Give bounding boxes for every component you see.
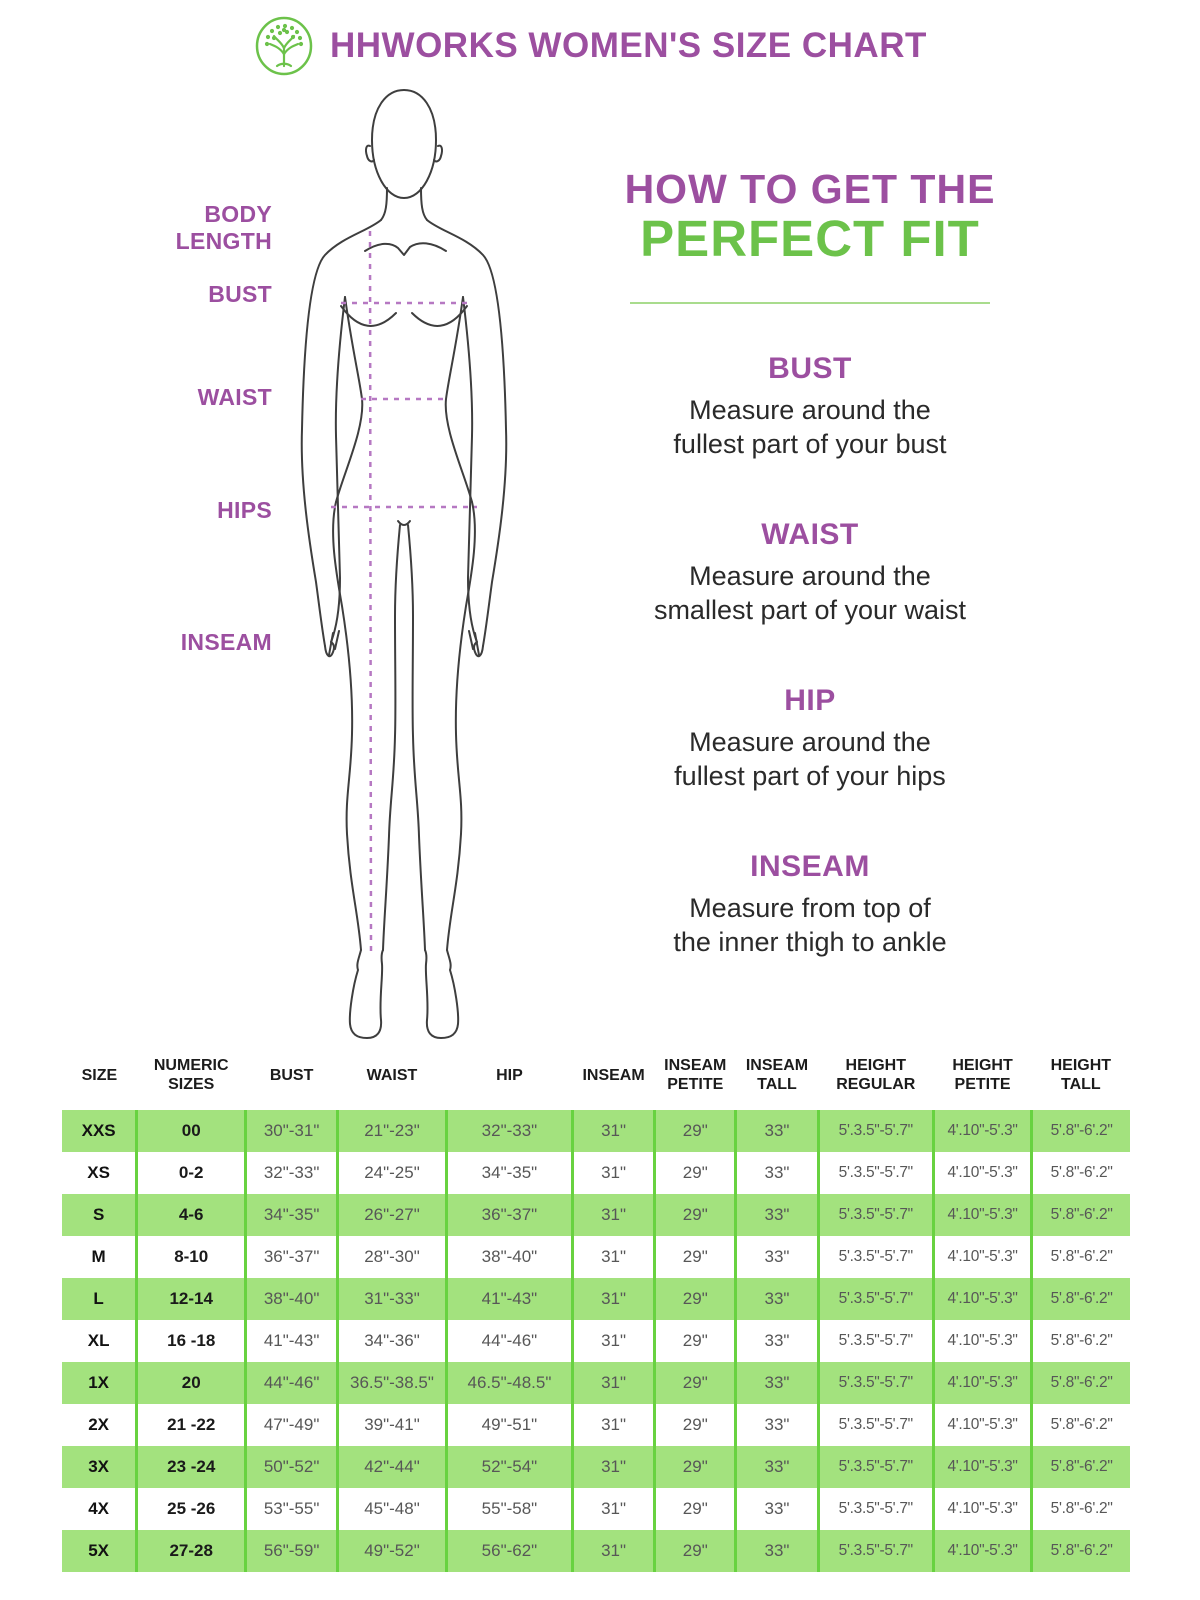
column-header-height-regular: HEIGHT REGULAR bbox=[836, 1057, 916, 1093]
table-cell: 12-14 bbox=[137, 1278, 246, 1320]
figure-label-body-length: BODY LENGTH bbox=[175, 201, 272, 254]
table-cell: 20 bbox=[137, 1362, 246, 1404]
table-cell: 29" bbox=[655, 1446, 736, 1488]
table-cell: 5'.3.5"-5'.7" bbox=[818, 1446, 933, 1488]
column-header-size: SIZE bbox=[81, 1066, 118, 1084]
table-cell: 16 -18 bbox=[137, 1320, 246, 1362]
table-cell: 4-6 bbox=[137, 1194, 246, 1236]
table-cell: 46.5"-48.5" bbox=[446, 1362, 572, 1404]
fit-section-text: Measure from top of bbox=[689, 893, 931, 923]
table-cell: 31"-33" bbox=[338, 1278, 447, 1320]
table-cell: 0-2 bbox=[137, 1152, 246, 1194]
table-cell: 5'.8"-6'.2" bbox=[1032, 1110, 1130, 1152]
table-cell: 29" bbox=[655, 1320, 736, 1362]
size-table-row-4x bbox=[62, 1488, 1130, 1530]
fit-section-text: fullest part of your hips bbox=[674, 761, 946, 791]
table-cell: 25 -26 bbox=[137, 1488, 246, 1530]
size-table-row-2x bbox=[62, 1404, 1130, 1446]
fit-section-title: HIP bbox=[784, 684, 836, 717]
table-cell: 3X bbox=[88, 1457, 110, 1476]
table-cell: 33" bbox=[736, 1152, 818, 1194]
table-cell: 41"-43" bbox=[446, 1278, 572, 1320]
fit-section-text: fullest part of your bust bbox=[673, 429, 947, 459]
table-cell: 27-28 bbox=[137, 1530, 246, 1572]
table-cell: 31" bbox=[572, 1530, 654, 1572]
table-cell: 31" bbox=[572, 1152, 654, 1194]
table-cell: 5'.8"-6'.2" bbox=[1032, 1362, 1130, 1404]
table-cell: 5'.3.5"-5'.7" bbox=[818, 1110, 933, 1152]
fit-section-bust bbox=[598, 352, 1022, 461]
table-cell: 5'.8"-6'.2" bbox=[1032, 1236, 1130, 1278]
table-cell: 38"-40" bbox=[246, 1278, 338, 1320]
table-cell: 29" bbox=[655, 1236, 736, 1278]
table-cell: 5'.3.5"-5'.7" bbox=[818, 1530, 933, 1572]
size-table-row-l bbox=[62, 1278, 1130, 1320]
table-cell: 4'.10"-5'.3" bbox=[933, 1110, 1031, 1152]
table-cell: 26"-27" bbox=[338, 1194, 447, 1236]
size-table-row-m bbox=[62, 1236, 1130, 1278]
fit-section-text: the inner thigh to ankle bbox=[673, 927, 947, 957]
table-cell: 5'.3.5"-5'.7" bbox=[818, 1152, 933, 1194]
fit-section-text: smallest part of your waist bbox=[653, 595, 967, 625]
table-cell: 42"-44" bbox=[338, 1446, 447, 1488]
table-cell: 55"-58" bbox=[446, 1488, 572, 1530]
table-cell: 21 -22 bbox=[137, 1404, 246, 1446]
fit-section-text: Measure around the bbox=[689, 561, 931, 591]
table-cell: 5'.8"-6'.2" bbox=[1032, 1152, 1130, 1194]
table-cell: 32"-33" bbox=[446, 1110, 572, 1152]
size-table-row-5x bbox=[62, 1530, 1130, 1572]
table-cell: 5'.8"-6'.2" bbox=[1032, 1278, 1130, 1320]
table-cell: 41"-43" bbox=[246, 1320, 338, 1362]
table-cell: 50"-52" bbox=[246, 1446, 338, 1488]
table-cell: 31" bbox=[572, 1110, 654, 1152]
table-cell: 33" bbox=[736, 1446, 818, 1488]
column-header-waist: WAIST bbox=[366, 1066, 418, 1084]
table-cell: 29" bbox=[655, 1278, 736, 1320]
table-cell: 33" bbox=[736, 1236, 818, 1278]
fit-section-hip bbox=[598, 684, 1022, 793]
table-cell: 38"-40" bbox=[446, 1236, 572, 1278]
table-cell: 23 -24 bbox=[137, 1446, 246, 1488]
table-cell: XS bbox=[87, 1163, 110, 1182]
table-cell: 29" bbox=[655, 1110, 736, 1152]
fit-section-inseam bbox=[598, 850, 1022, 959]
table-cell: 29" bbox=[655, 1488, 736, 1530]
table-cell: 4'.10"-5'.3" bbox=[933, 1152, 1031, 1194]
column-header-numeric-sizes: NUMERIC SIZES bbox=[153, 1057, 229, 1093]
fit-guide bbox=[598, 167, 1022, 959]
table-cell: 56"-62" bbox=[446, 1530, 572, 1572]
table-cell: 52"-54" bbox=[446, 1446, 572, 1488]
table-cell: 5'.3.5"-5'.7" bbox=[818, 1362, 933, 1404]
size-table-row-3x bbox=[62, 1446, 1130, 1488]
table-cell: 28"-30" bbox=[338, 1236, 447, 1278]
table-cell: 31" bbox=[572, 1404, 654, 1446]
table-cell: 5'.8"-6'.2" bbox=[1032, 1194, 1130, 1236]
table-cell: 5'.8"-6'.2" bbox=[1032, 1488, 1130, 1530]
table-cell: 34"-36" bbox=[338, 1320, 447, 1362]
table-cell: 56"-59" bbox=[246, 1530, 338, 1572]
divider-line bbox=[630, 302, 990, 304]
table-cell: M bbox=[91, 1247, 106, 1266]
tree-logo-icon bbox=[250, 16, 318, 78]
table-cell: 33" bbox=[736, 1362, 818, 1404]
size-table-header-row bbox=[62, 1046, 1130, 1110]
table-cell: 5'.8"-6'.2" bbox=[1032, 1320, 1130, 1362]
figure-label-waist: WAIST bbox=[197, 384, 272, 410]
size-table-row-s bbox=[62, 1194, 1130, 1236]
table-cell: 31" bbox=[572, 1488, 654, 1530]
table-cell: 4'.10"-5'.3" bbox=[933, 1236, 1031, 1278]
table-cell: 5X bbox=[88, 1541, 110, 1560]
table-cell: 31" bbox=[572, 1362, 654, 1404]
table-cell: 4'.10"-5'.3" bbox=[933, 1320, 1031, 1362]
table-cell: 30"-31" bbox=[246, 1110, 338, 1152]
table-cell: 33" bbox=[736, 1404, 818, 1446]
table-cell: 4'.10"-5'.3" bbox=[933, 1194, 1031, 1236]
table-cell: 4'.10"-5'.3" bbox=[933, 1530, 1031, 1572]
fit-section-waist bbox=[598, 518, 1022, 627]
table-cell: 29" bbox=[655, 1152, 736, 1194]
table-cell: 33" bbox=[736, 1488, 818, 1530]
column-header-inseam: INSEAM bbox=[582, 1066, 645, 1084]
table-cell: 5'.3.5"-5'.7" bbox=[818, 1488, 933, 1530]
table-cell: 4X bbox=[88, 1499, 110, 1518]
table-cell: 5'.8"-6'.2" bbox=[1032, 1446, 1130, 1488]
fit-section-title: BUST bbox=[768, 352, 852, 385]
size-table-row-xxs bbox=[62, 1110, 1130, 1152]
fit-section-title: INSEAM bbox=[750, 850, 870, 883]
figure-label-bust: BUST bbox=[208, 281, 272, 307]
fit-guide-heading-line1: HOW TO GET THE bbox=[624, 166, 996, 212]
table-cell: 45"-48" bbox=[338, 1488, 447, 1530]
column-header-height-petite: HEIGHT PETITE bbox=[952, 1057, 1013, 1093]
table-cell: 33" bbox=[736, 1110, 818, 1152]
table-cell: 4'.10"-5'.3" bbox=[933, 1362, 1031, 1404]
table-cell: 29" bbox=[655, 1404, 736, 1446]
table-cell: 31" bbox=[572, 1278, 654, 1320]
table-cell: 33" bbox=[736, 1278, 818, 1320]
table-cell: 24"-25" bbox=[338, 1152, 447, 1194]
table-cell: 8-10 bbox=[137, 1236, 246, 1278]
table-cell: 36.5"-38.5" bbox=[338, 1362, 447, 1404]
table-cell: 36"-37" bbox=[446, 1194, 572, 1236]
column-header-inseam-tall: INSEAM TALL bbox=[745, 1057, 809, 1093]
table-cell: 36"-37" bbox=[246, 1236, 338, 1278]
table-cell: 4'.10"-5'.3" bbox=[933, 1446, 1031, 1488]
table-cell: 44"-46" bbox=[446, 1320, 572, 1362]
page-title: HHWORKS WOMEN'S SIZE CHART bbox=[330, 26, 927, 65]
table-cell: 49"-51" bbox=[446, 1404, 572, 1446]
table-cell: 53"-55" bbox=[246, 1488, 338, 1530]
table-cell: 33" bbox=[736, 1530, 818, 1572]
column-header-hip: HIP bbox=[496, 1066, 523, 1084]
table-cell: XL bbox=[87, 1331, 110, 1350]
table-cell: 5'.3.5"-5'.7" bbox=[818, 1278, 933, 1320]
table-cell: 33" bbox=[736, 1320, 818, 1362]
table-cell: 5'.8"-6'.2" bbox=[1032, 1404, 1130, 1446]
body-outline bbox=[302, 90, 507, 1038]
table-cell: 49"-52" bbox=[338, 1530, 447, 1572]
figure-label-inseam: INSEAM bbox=[180, 629, 272, 655]
fit-guide-heading-line2: PERFECT FIT bbox=[640, 210, 980, 267]
table-cell: 5'.8"-6'.2" bbox=[1032, 1530, 1130, 1572]
table-cell: 29" bbox=[655, 1362, 736, 1404]
size-table-row-xs bbox=[62, 1152, 1130, 1194]
table-cell: 4'.10"-5'.3" bbox=[933, 1404, 1031, 1446]
size-table-row-xl bbox=[62, 1320, 1130, 1362]
fit-section-title: WAIST bbox=[761, 518, 859, 551]
table-cell: 1X bbox=[88, 1373, 110, 1392]
table-cell: 31" bbox=[572, 1320, 654, 1362]
table-cell: 34"-35" bbox=[246, 1194, 338, 1236]
table-cell: 5'.3.5"-5'.7" bbox=[818, 1404, 933, 1446]
table-cell: 5'.3.5"-5'.7" bbox=[818, 1320, 933, 1362]
table-cell: L bbox=[93, 1289, 104, 1308]
size-table-row-1x bbox=[62, 1362, 1130, 1404]
table-cell: 29" bbox=[655, 1194, 736, 1236]
table-cell: 29" bbox=[655, 1530, 736, 1572]
column-header-inseam-petite: INSEAM PETITE bbox=[664, 1057, 727, 1093]
table-cell: 34"-35" bbox=[446, 1152, 572, 1194]
column-header-height-tall: HEIGHT TALL bbox=[1050, 1057, 1112, 1093]
table-cell: 5'.3.5"-5'.7" bbox=[818, 1236, 933, 1278]
table-cell: 39"-41" bbox=[338, 1404, 447, 1446]
fit-section-text: Measure around the bbox=[689, 727, 931, 757]
column-header-bust: BUST bbox=[269, 1066, 314, 1084]
table-cell: 5'.3.5"-5'.7" bbox=[818, 1194, 933, 1236]
table-cell: 44"-46" bbox=[246, 1362, 338, 1404]
table-cell: 47"-49" bbox=[246, 1404, 338, 1446]
body-figure-illustration bbox=[278, 84, 522, 1042]
table-cell: 21"-23" bbox=[338, 1110, 447, 1152]
table-cell: XXS bbox=[81, 1121, 116, 1140]
table-cell: 31" bbox=[572, 1446, 654, 1488]
fit-sections bbox=[598, 352, 1022, 959]
table-cell: S bbox=[92, 1205, 105, 1224]
figure-label-hips: HIPS bbox=[217, 497, 272, 523]
table-cell: 31" bbox=[572, 1194, 654, 1236]
table-cell: 2X bbox=[88, 1415, 110, 1434]
table-cell: 31" bbox=[572, 1236, 654, 1278]
table-cell: 00 bbox=[137, 1110, 246, 1152]
table-cell: 4'.10"-5'.3" bbox=[933, 1278, 1031, 1320]
size-table bbox=[62, 1046, 1130, 1572]
table-cell: 33" bbox=[736, 1194, 818, 1236]
body-length-dash-line bbox=[370, 231, 371, 952]
table-cell: 4'.10"-5'.3" bbox=[933, 1488, 1031, 1530]
table-cell: 32"-33" bbox=[246, 1152, 338, 1194]
fit-section-text: Measure around the bbox=[689, 395, 931, 425]
